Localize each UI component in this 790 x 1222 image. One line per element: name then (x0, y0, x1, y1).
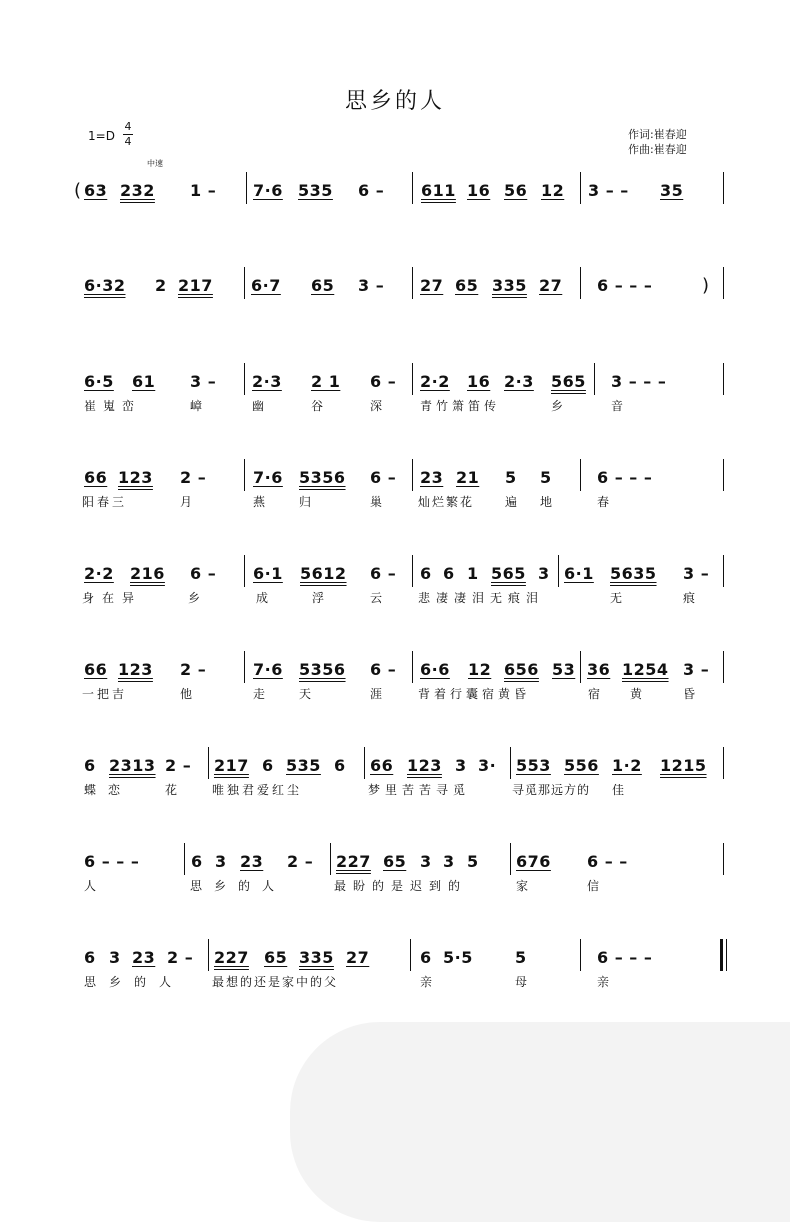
note-group: 2 1 (311, 372, 341, 391)
note-group: 27 (346, 948, 370, 967)
note-group: 63 (84, 181, 108, 200)
note-group: 16 (467, 181, 491, 200)
lyric: 宿 (588, 687, 608, 701)
lyric: 黄 (630, 687, 650, 701)
note-group: 3 – (358, 276, 385, 295)
barline (244, 555, 245, 587)
note-group: 6·1 (253, 564, 283, 583)
final-barline-thin (720, 939, 723, 971)
note-group: 123 (118, 660, 153, 679)
lyric: 一把吉 (82, 687, 128, 701)
score-row-5 (0, 564, 790, 645)
note-group: 217 (178, 276, 213, 295)
barline (184, 843, 185, 875)
barline (330, 843, 331, 875)
score-row-3 (0, 372, 790, 453)
note-group: 6·32 (84, 276, 126, 295)
lyric: 乡 (188, 591, 208, 605)
lyric: 春 (597, 495, 617, 509)
lyric: 嶂 (190, 399, 210, 413)
note-group: 1·2 (612, 756, 642, 775)
note-group: 556 (564, 756, 599, 775)
note-group: 6 (420, 564, 432, 583)
note-group: 1 – (190, 181, 217, 200)
barline (723, 267, 724, 299)
note-group: 676 (516, 852, 551, 871)
lyric: 背着行囊宿黄昏 (418, 687, 531, 701)
note-group: 27 (539, 276, 563, 295)
note-group: 7·6 (253, 181, 283, 200)
note-group: 12 (468, 660, 492, 679)
barline (580, 267, 581, 299)
note-group: 53 (552, 660, 576, 679)
barline (246, 172, 247, 204)
lyric: 花 (165, 783, 185, 797)
note-group: 3 – – – (611, 372, 667, 391)
note-group: 23 (240, 852, 264, 871)
note-group: 6 – – – (597, 468, 653, 487)
note-group: 656 (504, 660, 539, 679)
note-group: 216 (130, 564, 165, 583)
lyric: 地 (540, 495, 560, 509)
note-group: 535 (298, 181, 333, 200)
lyric: 蝶恋 (84, 783, 133, 797)
note-group: 66 (370, 756, 394, 775)
note-group: 6 (84, 756, 96, 775)
score-row-2 (0, 275, 790, 357)
lyric: 涯 (370, 687, 390, 701)
lyric: 佳 (612, 783, 632, 797)
barline (412, 459, 413, 491)
note-group: 1254 (622, 660, 669, 679)
score-row-1 (0, 180, 790, 262)
note-group: 6 – – – (597, 276, 653, 295)
note-group: 2 – (287, 852, 314, 871)
barline (723, 172, 724, 204)
lyric: 痕 (683, 591, 703, 605)
note-group: 12 (541, 181, 565, 200)
barline (594, 363, 595, 395)
barline (580, 651, 581, 683)
barline (412, 267, 413, 299)
note-group: 5 (515, 948, 527, 967)
lyric: 悲凄凄泪无痕泪 (418, 591, 545, 605)
note-group: 5635 (610, 564, 657, 583)
lyric: 谷 (311, 399, 331, 413)
score-row-9 (0, 948, 790, 1029)
note-group: 21 (456, 468, 480, 487)
lyric: 人 (84, 879, 104, 893)
note-group: 5 (467, 852, 479, 871)
barline (412, 555, 413, 587)
note-group: 5 (505, 468, 517, 487)
note-group: 6 (334, 756, 346, 775)
lyric: 昏 (683, 687, 703, 701)
corner-watermark-shape (290, 1022, 790, 1222)
barline (244, 651, 245, 683)
lyric: 深 (370, 399, 390, 413)
barline (244, 459, 245, 491)
barline (364, 747, 365, 779)
note-group: 6 – (358, 181, 385, 200)
lyric: 思乡的人 (190, 879, 287, 893)
note-group: 2313 (109, 756, 156, 775)
barline (558, 555, 559, 587)
note-group: 2·2 (420, 372, 450, 391)
repeat-close-paren: ) (702, 275, 710, 296)
note-group: 3 (109, 948, 121, 967)
note-group: 65 (455, 276, 479, 295)
note-group: 2 – (165, 756, 192, 775)
final-barline (726, 939, 727, 971)
note-group: 123 (407, 756, 442, 775)
note-group: 3 (455, 756, 467, 775)
time-signature (122, 120, 134, 149)
note-group: 335 (492, 276, 527, 295)
note-group: 23 (132, 948, 156, 967)
note-group: 3 (538, 564, 550, 583)
lyric: 唯独君爱红尘 (212, 783, 303, 797)
note-group: 5 (540, 468, 552, 487)
lyric: 成 (256, 591, 276, 605)
lyric: 遍 (505, 495, 525, 509)
note-group: 61 (132, 372, 156, 391)
score-row-4 (0, 468, 790, 549)
lyric: 音 (611, 399, 631, 413)
score-row-8 (0, 852, 790, 933)
note-group: 3 (215, 852, 227, 871)
note-group: 65 (383, 852, 407, 871)
note-group: 3 (443, 852, 455, 871)
lyric: 归 (299, 495, 319, 509)
barline (510, 747, 511, 779)
time-signature-top: 4 (124, 120, 132, 133)
note-group: 2 – (167, 948, 194, 967)
lyric: 他 (180, 687, 200, 701)
lyric: 灿烂繁花 (418, 495, 475, 509)
note-group: 36 (587, 660, 611, 679)
note-group: 553 (516, 756, 551, 775)
time-signature-bottom: 4 (124, 135, 132, 148)
note-group: 335 (299, 948, 334, 967)
lyric: 崔嵬峦 (84, 399, 142, 413)
repeat-open-paren: ( (74, 180, 82, 201)
note-group: 217 (214, 756, 249, 775)
lyric: 巢 (370, 495, 390, 509)
note-group: 2·3 (504, 372, 534, 391)
note-group: 6 – (370, 660, 397, 679)
lyric: 寻觅那远方的 (512, 783, 591, 797)
note-group: 2·3 (252, 372, 282, 391)
barline (412, 172, 413, 204)
barline (580, 939, 581, 971)
note-group: 3 – (683, 660, 710, 679)
note-group: 6 (262, 756, 274, 775)
note-group: 6 (443, 564, 455, 583)
note-group: 6·7 (251, 276, 281, 295)
note-group: 5356 (299, 468, 346, 487)
barline (580, 459, 581, 491)
note-group: 6·1 (564, 564, 594, 583)
note-group: 6·5 (84, 372, 114, 391)
lyric: 青竹箫笛传 (420, 399, 501, 413)
note-group: 565 (491, 564, 526, 583)
note-group: 227 (214, 948, 249, 967)
note-group: 35 (660, 181, 684, 200)
note-group: 2 – (180, 468, 207, 487)
lyric: 天 (299, 687, 319, 701)
note-group: 611 (421, 181, 456, 200)
lyric: 亲 (420, 975, 440, 989)
lyric: 浮 (312, 591, 332, 605)
note-group: 565 (551, 372, 586, 391)
note-group: 16 (467, 372, 491, 391)
barline (580, 172, 581, 204)
note-group: 6 – (370, 564, 397, 583)
barline (723, 747, 724, 779)
note-group: 5·5 (443, 948, 473, 967)
note-group: 1215 (660, 756, 707, 775)
lyric: 身在异 (82, 591, 143, 605)
note-group: 123 (118, 468, 153, 487)
lyric: 信 (587, 879, 607, 893)
lyric: 最想的还是家中的父 (212, 975, 339, 989)
note-group: 27 (420, 276, 444, 295)
barline (410, 939, 411, 971)
barline (723, 651, 724, 683)
lyric: 燕 (253, 495, 273, 509)
lyric: 思乡的人 (84, 975, 185, 989)
lyricist-credit: 作词:崔春迎 (628, 128, 687, 141)
barline (208, 939, 209, 971)
barline (723, 555, 724, 587)
note-group: 227 (336, 852, 371, 871)
note-group: 3 – (190, 372, 217, 391)
note-group: 7·6 (253, 468, 283, 487)
note-group: 2 – (180, 660, 207, 679)
note-group: 5612 (300, 564, 347, 583)
credits (628, 127, 687, 157)
note-group: 6 – – – (597, 948, 653, 967)
note-group: 6 – – (587, 852, 628, 871)
lyric: 无 (610, 591, 630, 605)
lyric: 云 (370, 591, 390, 605)
barline (244, 363, 245, 395)
lyric: 走 (253, 687, 273, 701)
lyric: 最盼的是迟到的 (334, 879, 468, 893)
note-group: 66 (84, 468, 108, 487)
barline (244, 267, 245, 299)
score-title: 思乡的人 (344, 89, 445, 114)
note-group: 6 – – – (84, 852, 140, 871)
score-row-7 (0, 756, 790, 837)
barline (723, 363, 724, 395)
note-group: 3 – – (588, 181, 629, 200)
note-group: 2 (155, 276, 167, 295)
key-signature: 1=D (88, 129, 115, 143)
lyric: 母 (515, 975, 535, 989)
composer-credit: 作曲:崔春迎 (628, 143, 687, 156)
lyric: 阳春三 (82, 495, 128, 509)
lyric: 亲 (597, 975, 617, 989)
barline (412, 651, 413, 683)
lyric: 幽 (252, 399, 272, 413)
note-group: 6 (191, 852, 203, 871)
note-group: 6 (84, 948, 96, 967)
note-group: 1 (467, 564, 479, 583)
note-group: 6 – (370, 468, 397, 487)
lyric: 乡 (551, 399, 571, 413)
note-group: 3· (478, 756, 497, 775)
barline (723, 459, 724, 491)
note-group: 65 (311, 276, 335, 295)
note-group: 66 (84, 660, 108, 679)
tempo-marking: 中速 (147, 159, 163, 168)
barline (208, 747, 209, 779)
barline (412, 363, 413, 395)
note-group: 56 (504, 181, 528, 200)
note-group: 3 – (683, 564, 710, 583)
note-group: 5356 (299, 660, 346, 679)
note-group: 6 – (190, 564, 217, 583)
note-group: 232 (120, 181, 155, 200)
lyric: 梦里苦苦寻觅 (368, 783, 471, 797)
lyric: 月 (180, 495, 200, 509)
note-group: 2·2 (84, 564, 114, 583)
score-row-6 (0, 660, 790, 741)
lyric: 家 (516, 879, 536, 893)
barline (510, 843, 511, 875)
note-group: 6·6 (420, 660, 450, 679)
note-group: 23 (420, 468, 444, 487)
note-group: 3 (420, 852, 432, 871)
note-group: 6 (420, 948, 432, 967)
barline (723, 843, 724, 875)
note-group: 65 (264, 948, 288, 967)
note-group: 6 – (370, 372, 397, 391)
note-group: 7·6 (253, 660, 283, 679)
note-group: 535 (286, 756, 321, 775)
